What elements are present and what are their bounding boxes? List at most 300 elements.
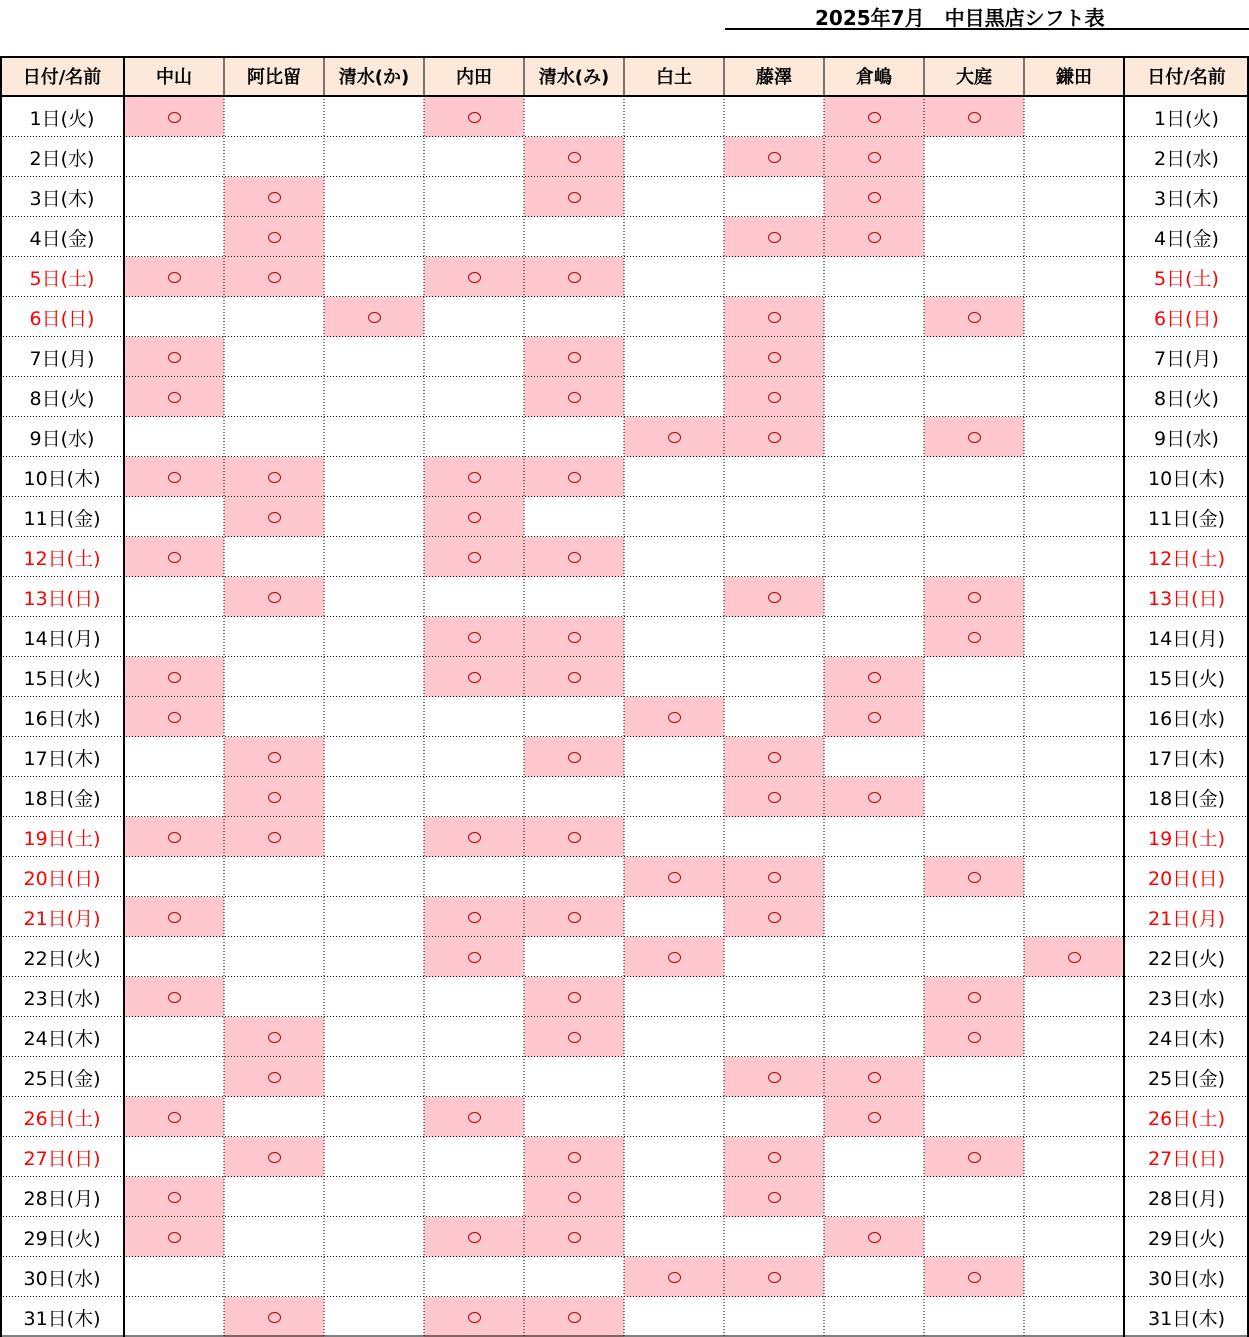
shift-cell[interactable]	[124, 417, 224, 457]
shift-cell[interactable]	[724, 177, 824, 217]
shift-cell[interactable]	[824, 777, 924, 817]
shift-cell[interactable]	[1024, 1217, 1124, 1257]
shift-cell[interactable]	[424, 217, 524, 257]
shift-cell[interactable]	[924, 617, 1024, 657]
shift-cell[interactable]	[524, 777, 624, 817]
shift-cell[interactable]	[424, 257, 524, 297]
shift-cell[interactable]	[624, 297, 724, 337]
shift-cell[interactable]	[624, 97, 724, 137]
shift-cell[interactable]	[624, 977, 724, 1017]
date-cell-right[interactable]: 12日(土)	[1147, 547, 1225, 570]
date-cell[interactable]: 9日(水)	[29, 427, 95, 450]
shift-cell[interactable]	[824, 737, 924, 777]
shift-cell[interactable]	[624, 1017, 724, 1057]
shift-cell[interactable]	[424, 137, 524, 177]
shift-cell[interactable]	[324, 937, 424, 977]
shift-cell[interactable]	[524, 897, 624, 937]
shift-cell[interactable]	[524, 1057, 624, 1097]
shift-cell[interactable]	[624, 417, 724, 457]
shift-cell[interactable]	[1024, 217, 1124, 257]
shift-cell[interactable]	[824, 137, 924, 177]
shift-cell[interactable]	[624, 1137, 724, 1177]
shift-cell[interactable]	[524, 217, 624, 257]
shift-cell[interactable]	[724, 1177, 824, 1217]
shift-cell[interactable]	[124, 897, 224, 937]
shift-cell[interactable]	[324, 217, 424, 257]
shift-cell[interactable]	[124, 297, 224, 337]
shift-cell[interactable]	[924, 657, 1024, 697]
shift-cell[interactable]	[624, 1257, 724, 1297]
shift-cell[interactable]	[924, 417, 1024, 457]
shift-cell[interactable]	[524, 1137, 624, 1177]
date-cell-right[interactable]: 21日(月)	[1147, 907, 1225, 930]
shift-cell[interactable]	[624, 857, 724, 897]
shift-cell[interactable]	[924, 577, 1024, 617]
shift-cell[interactable]	[524, 1097, 624, 1137]
date-cell-right[interactable]: 11日(金)	[1147, 507, 1225, 530]
date-cell-right[interactable]: 31日(木)	[1147, 1307, 1225, 1330]
shift-cell[interactable]	[1024, 657, 1124, 697]
shift-cell[interactable]	[924, 257, 1024, 297]
shift-cell[interactable]	[324, 137, 424, 177]
shift-cell[interactable]	[424, 897, 524, 937]
shift-cell[interactable]	[324, 97, 424, 137]
shift-cell[interactable]	[124, 1257, 224, 1297]
shift-cell[interactable]	[1024, 97, 1124, 137]
shift-cell[interactable]	[124, 457, 224, 497]
shift-cell[interactable]	[1024, 897, 1124, 937]
shift-cell[interactable]	[624, 457, 724, 497]
shift-cell[interactable]	[424, 497, 524, 537]
date-cell-right[interactable]: 23日(水)	[1147, 987, 1225, 1010]
shift-cell[interactable]	[424, 1297, 524, 1337]
shift-cell[interactable]	[924, 137, 1024, 177]
shift-cell[interactable]	[824, 337, 924, 377]
shift-cell[interactable]	[424, 97, 524, 137]
shift-cell[interactable]	[724, 857, 824, 897]
shift-cell[interactable]	[824, 297, 924, 337]
shift-cell[interactable]	[724, 977, 824, 1017]
shift-cell[interactable]	[924, 1137, 1024, 1177]
shift-cell[interactable]	[824, 1177, 924, 1217]
shift-cell[interactable]	[724, 657, 824, 697]
shift-cell[interactable]	[324, 977, 424, 1017]
shift-cell[interactable]	[524, 297, 624, 337]
shift-cell[interactable]	[224, 337, 324, 377]
shift-cell[interactable]	[524, 737, 624, 777]
shift-cell[interactable]	[824, 697, 924, 737]
shift-cell[interactable]	[1024, 457, 1124, 497]
shift-cell[interactable]	[724, 1137, 824, 1177]
shift-cell[interactable]	[724, 617, 824, 657]
shift-cell[interactable]	[924, 977, 1024, 1017]
shift-cell[interactable]	[1024, 137, 1124, 177]
date-cell-right[interactable]: 25日(金)	[1147, 1067, 1225, 1090]
date-cell-right[interactable]: 19日(土)	[1147, 827, 1225, 850]
shift-cell[interactable]	[324, 1177, 424, 1217]
date-cell-right[interactable]: 3日(木)	[1154, 187, 1219, 210]
shift-cell[interactable]	[524, 497, 624, 537]
date-cell-right[interactable]: 9日(水)	[1154, 427, 1219, 450]
shift-cell[interactable]	[924, 177, 1024, 217]
shift-cell[interactable]	[1024, 857, 1124, 897]
shift-cell[interactable]	[224, 577, 324, 617]
shift-cell[interactable]	[1024, 417, 1124, 457]
date-cell-right[interactable]: 22日(火)	[1147, 947, 1225, 970]
shift-cell[interactable]	[324, 297, 424, 337]
date-cell-right[interactable]: 16日(水)	[1147, 707, 1225, 730]
shift-cell[interactable]	[124, 737, 224, 777]
date-cell[interactable]: 19日(土)	[23, 827, 101, 850]
shift-cell[interactable]	[1024, 377, 1124, 417]
shift-cell[interactable]	[824, 537, 924, 577]
date-cell-right[interactable]: 13日(日)	[1147, 587, 1225, 610]
shift-cell[interactable]	[324, 257, 424, 297]
shift-cell[interactable]	[324, 857, 424, 897]
shift-cell[interactable]	[324, 1217, 424, 1257]
shift-cell[interactable]	[1024, 1057, 1124, 1097]
shift-cell[interactable]	[924, 777, 1024, 817]
shift-cell[interactable]	[624, 697, 724, 737]
date-cell[interactable]: 10日(木)	[23, 467, 101, 490]
shift-cell[interactable]	[224, 1017, 324, 1057]
shift-cell[interactable]	[1024, 977, 1124, 1017]
shift-cell[interactable]	[724, 697, 824, 737]
shift-cell[interactable]	[424, 817, 524, 857]
shift-cell[interactable]	[124, 257, 224, 297]
date-cell-right[interactable]: 2日(水)	[1154, 147, 1219, 170]
shift-cell[interactable]	[324, 457, 424, 497]
date-cell-right[interactable]: 28日(月)	[1147, 1187, 1225, 1210]
shift-cell[interactable]	[724, 417, 824, 457]
shift-cell[interactable]	[124, 337, 224, 377]
shift-cell[interactable]	[824, 97, 924, 137]
shift-cell[interactable]	[824, 617, 924, 657]
shift-cell[interactable]	[1024, 937, 1124, 977]
shift-cell[interactable]	[824, 1017, 924, 1057]
shift-cell[interactable]	[724, 137, 824, 177]
shift-cell[interactable]	[824, 257, 924, 297]
date-cell[interactable]: 18日(金)	[23, 787, 101, 810]
shift-cell[interactable]	[524, 257, 624, 297]
shift-cell[interactable]	[524, 97, 624, 137]
shift-cell[interactable]	[924, 897, 1024, 937]
shift-cell[interactable]	[524, 577, 624, 617]
date-cell[interactable]: 23日(水)	[23, 987, 101, 1010]
shift-cell[interactable]	[824, 1057, 924, 1097]
shift-cell[interactable]	[524, 537, 624, 577]
shift-cell[interactable]	[424, 177, 524, 217]
shift-cell[interactable]	[624, 497, 724, 537]
shift-cell[interactable]	[224, 617, 324, 657]
date-cell[interactable]: 13日(日)	[23, 587, 101, 610]
shift-cell[interactable]	[524, 977, 624, 1017]
shift-cell[interactable]	[724, 1297, 824, 1337]
shift-cell[interactable]	[224, 1097, 324, 1137]
shift-cell[interactable]	[124, 937, 224, 977]
date-cell[interactable]: 14日(月)	[23, 627, 101, 650]
shift-cell[interactable]	[424, 377, 524, 417]
date-cell-right[interactable]: 29日(火)	[1147, 1227, 1225, 1250]
shift-cell[interactable]	[924, 737, 1024, 777]
shift-cell[interactable]	[124, 577, 224, 617]
shift-cell[interactable]	[424, 1177, 524, 1217]
date-cell-right[interactable]: 24日(木)	[1147, 1027, 1225, 1050]
shift-cell[interactable]	[824, 577, 924, 617]
shift-cell[interactable]	[1024, 697, 1124, 737]
shift-cell[interactable]	[624, 337, 724, 377]
shift-cell[interactable]	[924, 537, 1024, 577]
shift-cell[interactable]	[124, 537, 224, 577]
date-cell-right[interactable]: 5日(土)	[1154, 267, 1219, 290]
shift-cell[interactable]	[224, 977, 324, 1017]
date-cell-right[interactable]: 20日(日)	[1147, 867, 1225, 890]
shift-cell[interactable]	[624, 817, 724, 857]
date-cell[interactable]: 22日(火)	[23, 947, 101, 970]
shift-cell[interactable]	[824, 857, 924, 897]
shift-cell[interactable]	[724, 817, 824, 857]
shift-cell[interactable]	[524, 1257, 624, 1297]
shift-cell[interactable]	[424, 657, 524, 697]
shift-cell[interactable]	[524, 937, 624, 977]
shift-cell[interactable]	[424, 737, 524, 777]
shift-cell[interactable]	[1024, 777, 1124, 817]
shift-cell[interactable]	[224, 1177, 324, 1217]
shift-cell[interactable]	[1024, 257, 1124, 297]
shift-cell[interactable]	[524, 1177, 624, 1217]
shift-cell[interactable]	[524, 377, 624, 417]
shift-cell[interactable]	[224, 257, 324, 297]
shift-cell[interactable]	[524, 1017, 624, 1057]
shift-cell[interactable]	[524, 1217, 624, 1257]
shift-cell[interactable]	[124, 857, 224, 897]
shift-cell[interactable]	[1024, 577, 1124, 617]
shift-cell[interactable]	[624, 177, 724, 217]
shift-cell[interactable]	[224, 1257, 324, 1297]
shift-cell[interactable]	[224, 777, 324, 817]
shift-cell[interactable]	[924, 337, 1024, 377]
shift-cell[interactable]	[424, 1137, 524, 1177]
shift-cell[interactable]	[624, 737, 724, 777]
date-cell[interactable]: 1日(火)	[29, 107, 95, 130]
shift-cell[interactable]	[324, 657, 424, 697]
shift-cell[interactable]	[324, 337, 424, 377]
shift-cell[interactable]	[224, 1297, 324, 1337]
shift-cell[interactable]	[324, 1297, 424, 1337]
shift-cell[interactable]	[224, 737, 324, 777]
shift-cell[interactable]	[824, 1137, 924, 1177]
date-cell[interactable]: 30日(水)	[23, 1267, 101, 1290]
shift-cell[interactable]	[524, 177, 624, 217]
shift-cell[interactable]	[324, 1097, 424, 1137]
date-cell[interactable]: 29日(火)	[23, 1227, 101, 1250]
shift-cell[interactable]	[524, 697, 624, 737]
date-cell[interactable]: 5日(土)	[29, 267, 95, 290]
shift-cell[interactable]	[624, 777, 724, 817]
shift-cell[interactable]	[1024, 1017, 1124, 1057]
date-cell[interactable]: 16日(水)	[23, 707, 101, 730]
date-cell[interactable]: 25日(金)	[23, 1067, 101, 1090]
shift-cell[interactable]	[424, 297, 524, 337]
shift-cell[interactable]	[324, 697, 424, 737]
shift-cell[interactable]	[424, 697, 524, 737]
shift-cell[interactable]	[224, 137, 324, 177]
shift-cell[interactable]	[224, 1057, 324, 1097]
shift-cell[interactable]	[824, 217, 924, 257]
date-cell[interactable]: 27日(日)	[23, 1147, 101, 1170]
date-cell[interactable]: 21日(月)	[23, 907, 101, 930]
shift-cell[interactable]	[324, 577, 424, 617]
date-cell[interactable]: 28日(月)	[23, 1187, 101, 1210]
shift-cell[interactable]	[724, 1217, 824, 1257]
shift-cell[interactable]	[924, 857, 1024, 897]
shift-cell[interactable]	[424, 1257, 524, 1297]
shift-cell[interactable]	[324, 537, 424, 577]
shift-cell[interactable]	[124, 497, 224, 537]
shift-cell[interactable]	[824, 897, 924, 937]
shift-cell[interactable]	[124, 97, 224, 137]
shift-cell[interactable]	[724, 97, 824, 137]
shift-cell[interactable]	[824, 657, 924, 697]
date-cell-right[interactable]: 17日(木)	[1147, 747, 1225, 770]
shift-cell[interactable]	[224, 857, 324, 897]
shift-cell[interactable]	[624, 657, 724, 697]
date-cell[interactable]: 20日(日)	[23, 867, 101, 890]
shift-cell[interactable]	[924, 1097, 1024, 1137]
shift-cell[interactable]	[224, 537, 324, 577]
shift-cell[interactable]	[524, 1297, 624, 1337]
date-cell[interactable]: 26日(土)	[23, 1107, 101, 1130]
shift-cell[interactable]	[524, 657, 624, 697]
shift-cell[interactable]	[724, 1097, 824, 1137]
shift-cell[interactable]	[224, 657, 324, 697]
shift-cell[interactable]	[824, 497, 924, 537]
shift-cell[interactable]	[624, 897, 724, 937]
shift-cell[interactable]	[1024, 1257, 1124, 1297]
shift-cell[interactable]	[724, 1017, 824, 1057]
shift-cell[interactable]	[924, 1177, 1024, 1217]
shift-cell[interactable]	[724, 1057, 824, 1097]
shift-cell[interactable]	[724, 257, 824, 297]
date-cell[interactable]: 31日(木)	[23, 1307, 101, 1330]
shift-cell[interactable]	[224, 937, 324, 977]
shift-cell[interactable]	[324, 377, 424, 417]
date-cell-right[interactable]: 26日(土)	[1147, 1107, 1225, 1130]
date-cell[interactable]: 7日(月)	[29, 347, 95, 370]
date-cell-right[interactable]: 18日(金)	[1147, 787, 1225, 810]
shift-cell[interactable]	[124, 1217, 224, 1257]
shift-cell[interactable]	[524, 857, 624, 897]
shift-cell[interactable]	[924, 1017, 1024, 1057]
shift-cell[interactable]	[724, 897, 824, 937]
shift-cell[interactable]	[724, 737, 824, 777]
shift-cell[interactable]	[124, 137, 224, 177]
date-cell[interactable]: 24日(木)	[23, 1027, 101, 1050]
shift-cell[interactable]	[724, 937, 824, 977]
shift-cell[interactable]	[424, 337, 524, 377]
shift-cell[interactable]	[424, 1097, 524, 1137]
shift-cell[interactable]	[1024, 1177, 1124, 1217]
shift-cell[interactable]	[124, 617, 224, 657]
date-cell-right[interactable]: 10日(木)	[1147, 467, 1225, 490]
shift-cell[interactable]	[424, 1017, 524, 1057]
shift-cell[interactable]	[124, 1297, 224, 1337]
shift-cell[interactable]	[924, 1217, 1024, 1257]
shift-cell[interactable]	[324, 1137, 424, 1177]
shift-cell[interactable]	[424, 1217, 524, 1257]
shift-cell[interactable]	[924, 937, 1024, 977]
shift-cell[interactable]	[724, 457, 824, 497]
shift-cell[interactable]	[324, 897, 424, 937]
shift-cell[interactable]	[124, 217, 224, 257]
shift-cell[interactable]	[824, 937, 924, 977]
shift-cell[interactable]	[724, 497, 824, 537]
shift-cell[interactable]	[624, 1177, 724, 1217]
shift-cell[interactable]	[624, 617, 724, 657]
shift-cell[interactable]	[424, 977, 524, 1017]
shift-cell[interactable]	[124, 1017, 224, 1057]
shift-cell[interactable]	[1024, 737, 1124, 777]
date-cell[interactable]: 15日(火)	[23, 667, 101, 690]
shift-cell[interactable]	[324, 737, 424, 777]
date-cell[interactable]: 3日(木)	[29, 187, 95, 210]
shift-cell[interactable]	[824, 1297, 924, 1337]
date-cell-right[interactable]: 6日(日)	[1154, 307, 1219, 330]
shift-cell[interactable]	[324, 177, 424, 217]
shift-cell[interactable]	[624, 257, 724, 297]
shift-cell[interactable]	[124, 377, 224, 417]
shift-cell[interactable]	[724, 1257, 824, 1297]
shift-cell[interactable]	[224, 177, 324, 217]
shift-cell[interactable]	[624, 1297, 724, 1337]
shift-cell[interactable]	[624, 937, 724, 977]
shift-cell[interactable]	[1024, 1137, 1124, 1177]
shift-cell[interactable]	[924, 697, 1024, 737]
shift-cell[interactable]	[624, 137, 724, 177]
date-cell-right[interactable]: 8日(火)	[1154, 387, 1219, 410]
shift-cell[interactable]	[124, 697, 224, 737]
shift-cell[interactable]	[124, 1137, 224, 1177]
shift-cell[interactable]	[224, 97, 324, 137]
shift-cell[interactable]	[324, 817, 424, 857]
date-cell-right[interactable]: 1日(火)	[1154, 107, 1219, 130]
shift-cell[interactable]	[424, 417, 524, 457]
shift-cell[interactable]	[724, 537, 824, 577]
date-cell-right[interactable]: 7日(月)	[1154, 347, 1219, 370]
shift-cell[interactable]	[524, 337, 624, 377]
shift-cell[interactable]	[424, 777, 524, 817]
shift-cell[interactable]	[824, 817, 924, 857]
shift-cell[interactable]	[724, 777, 824, 817]
shift-cell[interactable]	[624, 1097, 724, 1137]
shift-cell[interactable]	[224, 217, 324, 257]
shift-cell[interactable]	[424, 1057, 524, 1097]
shift-cell[interactable]	[824, 1257, 924, 1297]
shift-cell[interactable]	[624, 1057, 724, 1097]
date-cell[interactable]: 11日(金)	[23, 507, 101, 530]
shift-cell[interactable]	[124, 817, 224, 857]
date-cell[interactable]: 2日(水)	[29, 147, 95, 170]
date-cell-right[interactable]: 30日(水)	[1147, 1267, 1225, 1290]
shift-cell[interactable]	[124, 177, 224, 217]
shift-cell[interactable]	[424, 857, 524, 897]
shift-cell[interactable]	[1024, 497, 1124, 537]
shift-cell[interactable]	[924, 377, 1024, 417]
shift-cell[interactable]	[324, 417, 424, 457]
date-cell[interactable]: 8日(火)	[29, 387, 95, 410]
shift-cell[interactable]	[824, 417, 924, 457]
shift-cell[interactable]	[1024, 177, 1124, 217]
